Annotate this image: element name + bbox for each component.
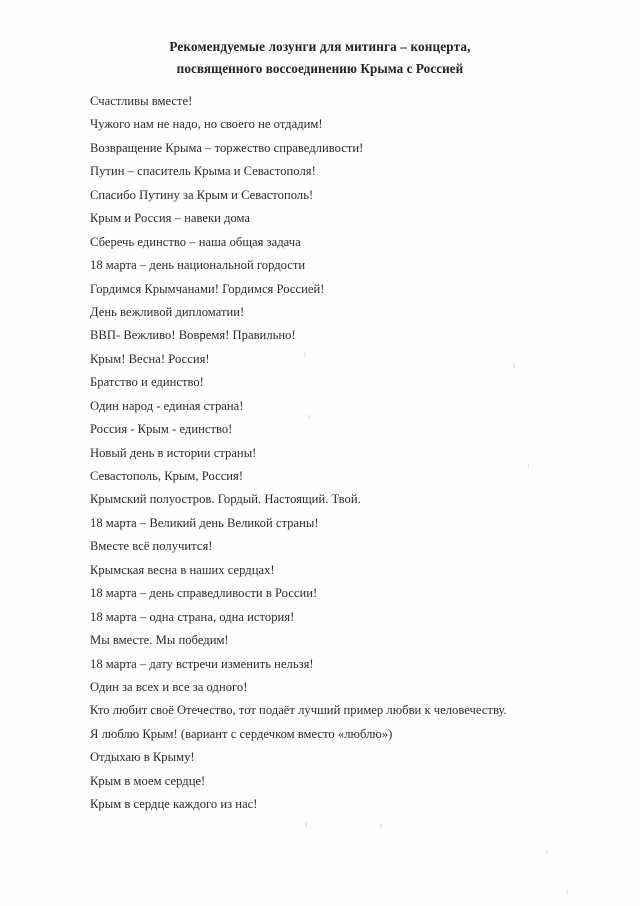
slogan-line: Отдыхаю в Крыму!	[90, 750, 195, 765]
slogan-line: 18 марта – Великий день Великой страны!	[90, 515, 319, 530]
slogan-line: Братство и единство!	[90, 375, 204, 390]
slogan-line: Сберечь единство – наша общая задача	[90, 234, 301, 249]
scan-speck-icon	[305, 822, 307, 827]
slogan-line: Чужого нам не надо, но своего не отдадим!	[90, 117, 323, 132]
slogan-line: Спасибо Путину за Крым и Севастополь!	[90, 187, 314, 202]
slogan-line: Крым в моем сердце!	[90, 773, 206, 788]
slogan-line: 18 марта – дату встречи изменить нельзя!	[90, 656, 314, 671]
slogan-line: ВВП- Вежливо! Вовремя! Правильно!	[90, 328, 296, 343]
slogan-line: Новый день в истории страны!	[90, 445, 257, 460]
slogan-line: Один за всех и все за одного!	[90, 679, 248, 694]
slogan-line: Крымская весна в наших сердцах!	[90, 562, 275, 577]
slogan-line: Крым в сердце каждого из нас!	[90, 797, 258, 812]
slogan-line: Крым! Весна! Россия!	[90, 351, 210, 366]
slogan-line: Гордимся Крымчанами! Гордимся Россией!	[90, 281, 325, 296]
slogan-line: Россия - Крым - единство!	[90, 422, 233, 437]
scan-speck-icon	[546, 850, 548, 854]
scan-speck-icon	[304, 352, 306, 357]
page-title-line-2: посвященного воссоединению Крыма с Россией	[176, 61, 464, 76]
slogan-line: Мы вместе. Мы победим!	[90, 633, 229, 648]
slogan-line: 18 марта – день справедливости в России!	[90, 586, 318, 601]
slogan-line: Кто любит своё Отечество, тот подаёт лучший пример любви к человечеству.	[90, 703, 507, 718]
slogan-line: Я люблю Крым! (вариант с сердечком вместо «люблю»)	[90, 726, 393, 741]
scan-speck-icon	[308, 415, 310, 419]
slogan-line: Счастливы вместе!	[90, 94, 193, 108]
slogan-list	[90, 90, 622, 817]
scan-speck-icon	[380, 824, 382, 828]
slogan-line: Путин – спаситель Крыма и Севастополя!	[90, 164, 316, 179]
slogan-line: Вместе всё получится!	[90, 539, 213, 554]
slogan-line: 18 марта – одна страна, одна история!	[90, 609, 295, 624]
slogan-line: Возвращение Крыма – торжество справедливости!	[90, 140, 364, 155]
scan-speck-icon	[528, 463, 529, 469]
slogan-line: Севастополь, Крым, Россия!	[90, 469, 244, 483]
slogan-line: 18 марта – день национальной гордости	[90, 258, 306, 273]
slogan-line: День вежливой дипломатии!	[90, 304, 245, 319]
page-title-line-1: Рекомендуемые лозунги для митинга – концерта,	[169, 39, 471, 54]
slogan-line: Крымский полуостров. Гордый. Настоящий. Твой.	[90, 492, 361, 507]
scan-speck-icon	[513, 363, 515, 368]
page-title	[0, 36, 640, 80]
scan-speck-icon	[566, 890, 568, 894]
slogan-line: Один народ - единая страна!	[90, 398, 244, 413]
slogan-line: Крым и Россия – навеки дома	[90, 211, 251, 226]
